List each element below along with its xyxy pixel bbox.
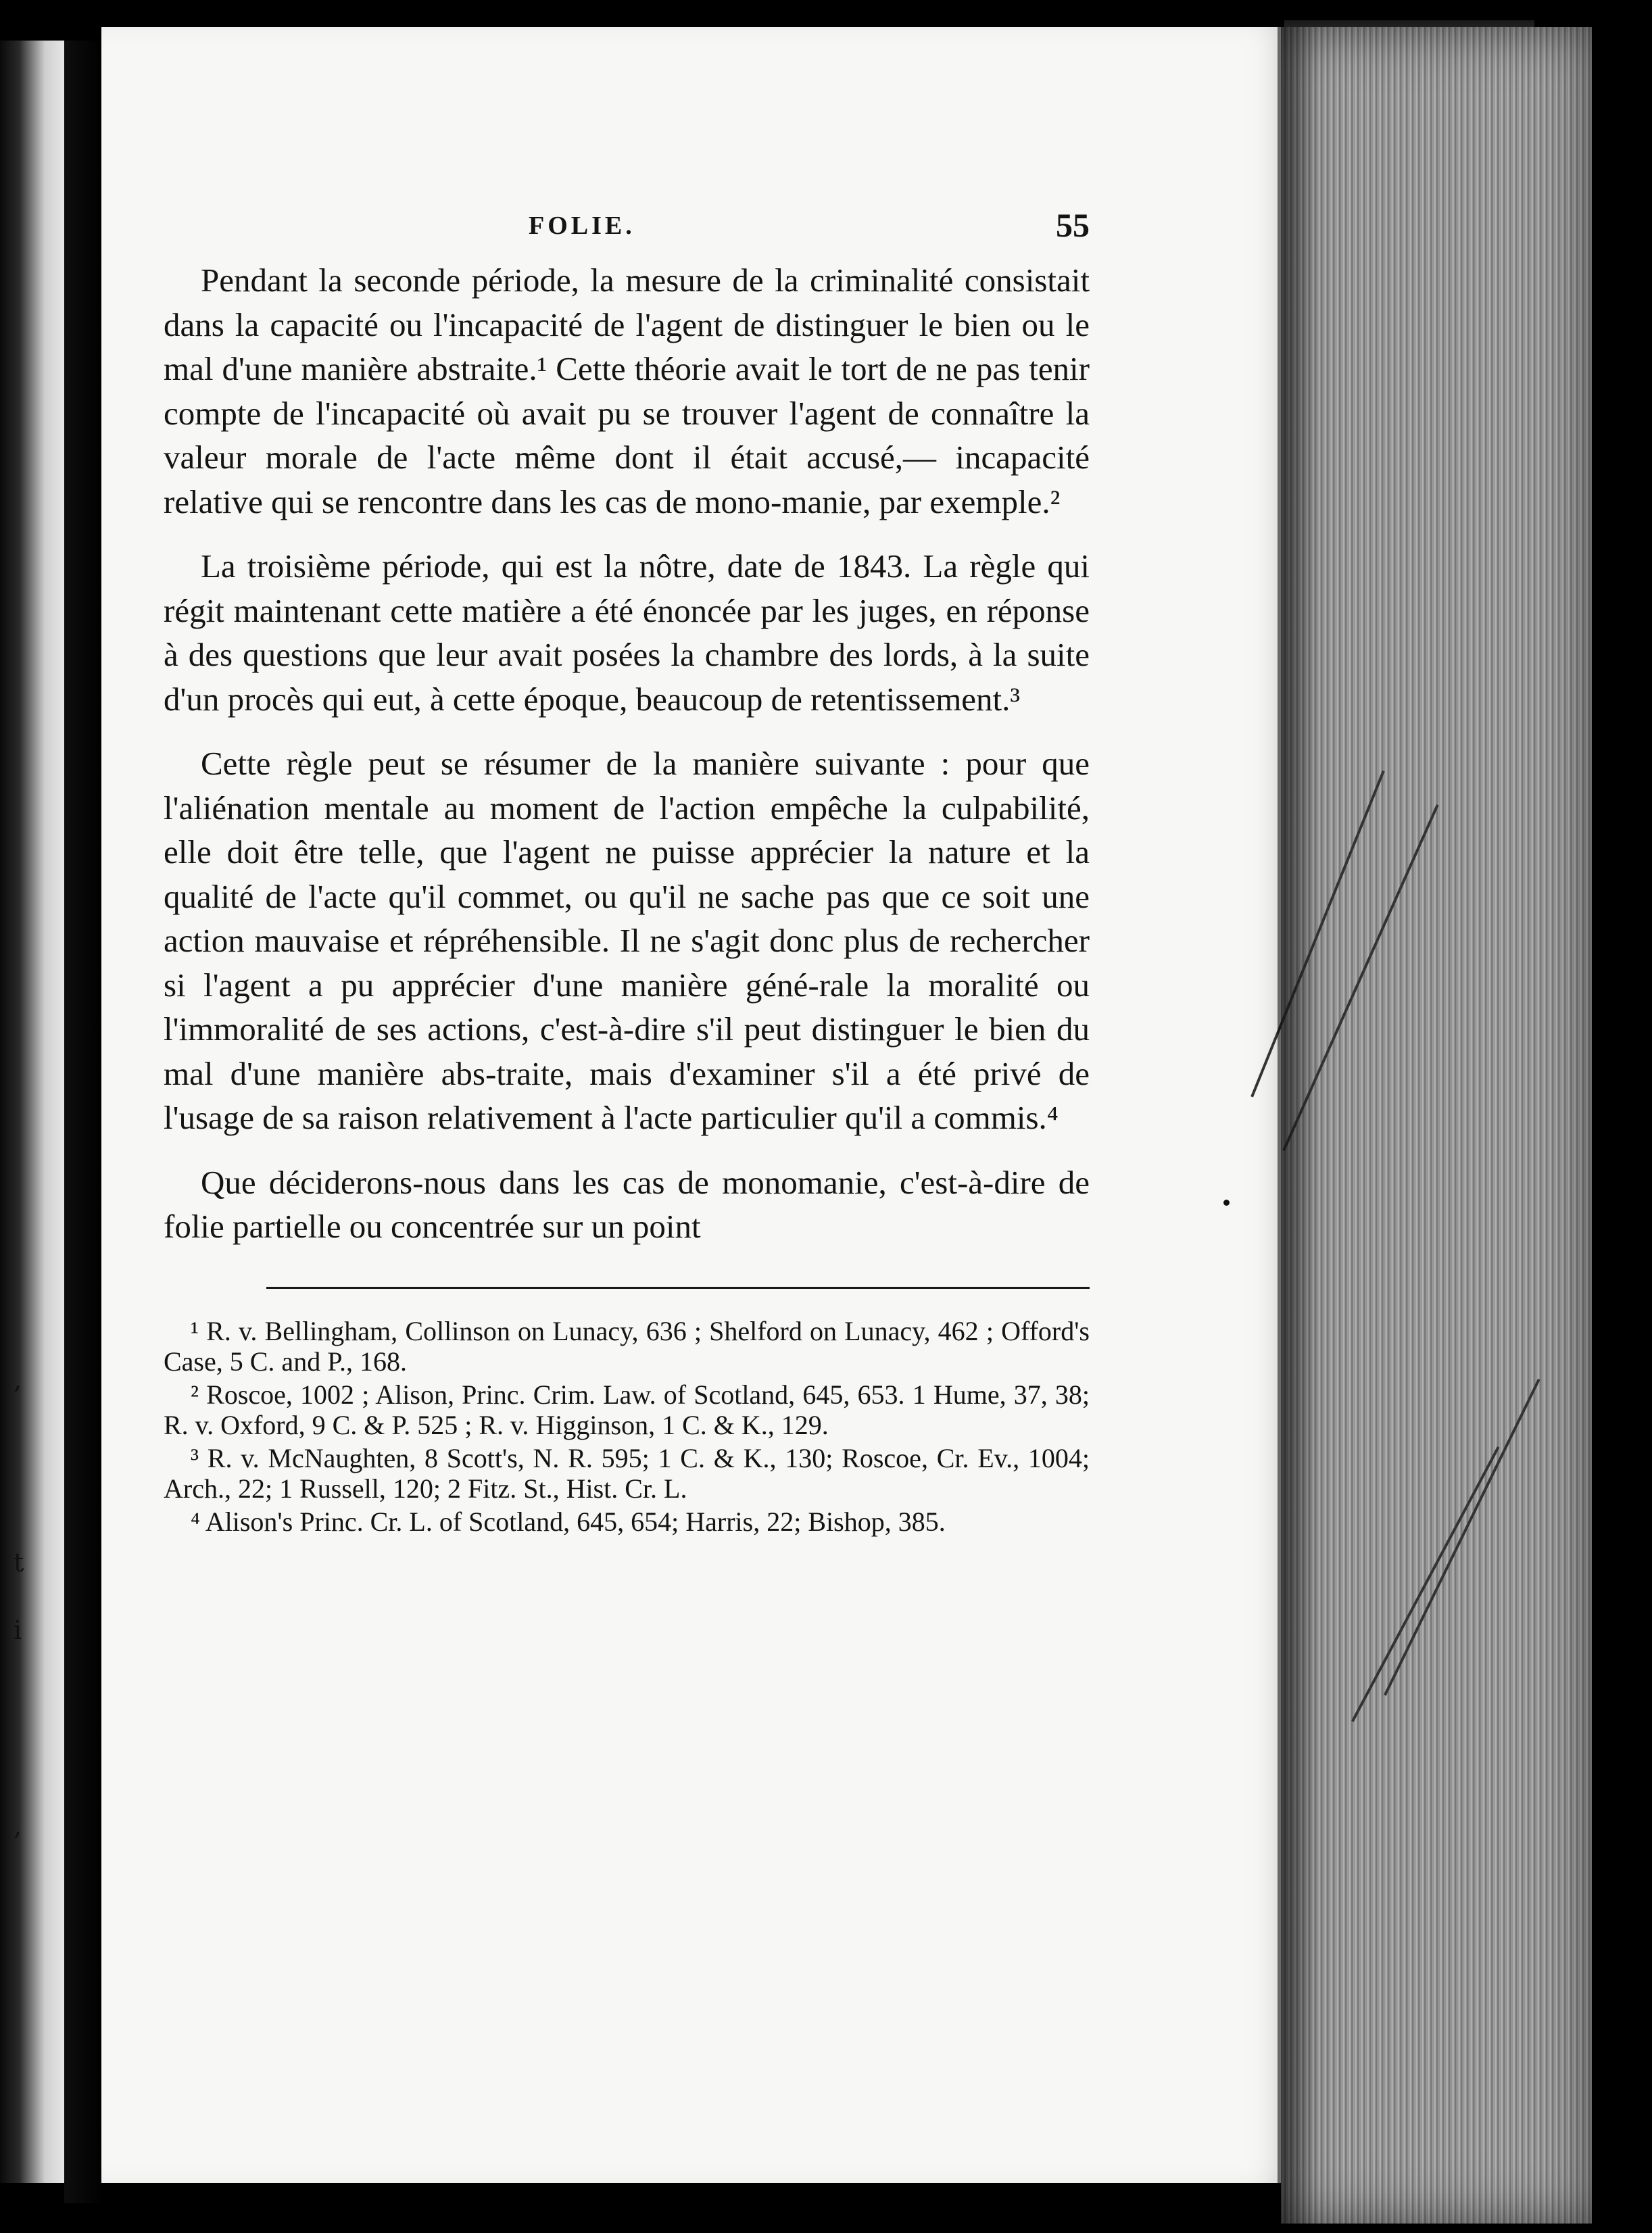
- running-head: [164, 206, 1090, 258]
- footnote: ⁴ Alison's Princ. Cr. L. of Scotland, 645, 654; Harris, 22; Bishop, 385.: [191, 1506, 946, 1537]
- page-text-block: [164, 206, 1090, 1540]
- edge-scratch: [1351, 1446, 1499, 1722]
- body-paragraph: Cette règle peut se résumer de la manière suivante : pour que l'aliénation mentale au moment de l'action empêche la culpabilité, elle doit être telle, que l'agent ne puisse apprécier la nature et la qualité de l'acte qu'il commet, ou qu'il ne sache pas que ce soit une action mauvaise et répréhensible. Il ne s'agit donc plus de rechercher si l'agent a pu apprécier d'une manière géné-rale la moralité ou l'immoralité de ses actions, c'est-à-dire s'il peut distinguer le bien du mal d'une manière abs-traite, mais d'examiner s'il a été privé de l'usage de sa raison relativement à l'acte particulier qu'il a commis.⁴: [164, 745, 1090, 1136]
- page-number: 55: [1056, 206, 1090, 244]
- footnote: ² Roscoe, 1002 ; Alison, Princ. Crim. Law. of Scotland, 645, 653. 1 Hume, 37, 38; R. v. Oxford, 9 C. & P. 525 ; R. v. Higginson, 1 C. & K., 129.: [164, 1379, 1090, 1440]
- book-gutter: [64, 41, 105, 2203]
- left-facing-page: [0, 41, 64, 2183]
- ink-speck: [1223, 1200, 1230, 1206]
- edge-scratch: [1384, 1379, 1540, 1696]
- body-paragraph: La troisième période, qui est la nôtre, date de 1843. La règle qui régit maintenant cette matière a été énoncée par les juges, en réponse à des questions que leur avait posées la chambre des lords, à la suite d'un procès qui eut, à cette époque, beaucoup de retentissement.³: [164, 547, 1090, 718]
- body-paragraph: Que déciderons-nous dans les cas de monomanie, c'est-à-dire de folie partielle ou concentrée sur un point: [164, 1163, 1090, 1245]
- left-page-fragment: ,: [14, 1365, 22, 1395]
- left-page-fragment: ,: [14, 1811, 22, 1841]
- left-page-fragment: t: [14, 1548, 24, 1577]
- footnote-rule: [266, 1287, 1090, 1289]
- page-edge-shadow: [1278, 27, 1318, 2224]
- book-page: [101, 27, 1291, 2183]
- footnote: ¹ R. v. Bellingham, Collinson on Lunacy, 636 ; Shelford on Lunacy, 462 ; Offord's Case, 5 C. and P., 168.: [164, 1315, 1090, 1377]
- running-head-title: FOLIE.: [529, 212, 635, 240]
- footnote: ³ R. v. McNaughten, 8 Scott's, N. R. 595; 1 C. & K., 130; Roscoe, Cr. Ev., 1004; Arch., 22; 1 Russell, 120; 2 Fitz. St., Hist. Cr. L.: [164, 1442, 1090, 1504]
- left-page-fragment: i: [14, 1615, 22, 1645]
- book-fore-edge: [1281, 27, 1592, 2224]
- body-paragraph: Pendant la seconde période, la mesure de la criminalité consistait dans la capacité ou l'incapacité de l'agent de distinguer le bien ou le mal d'une manière abstraite.¹ Cette théorie avait le tort de ne pas tenir compte de l'incapacité où avait pu se trouver l'agent de connaître la valeur morale de l'acte même dont il était accusé,— incapacité relative qui se rencontre dans les cas de mono-manie, par exemple.²: [164, 262, 1090, 520]
